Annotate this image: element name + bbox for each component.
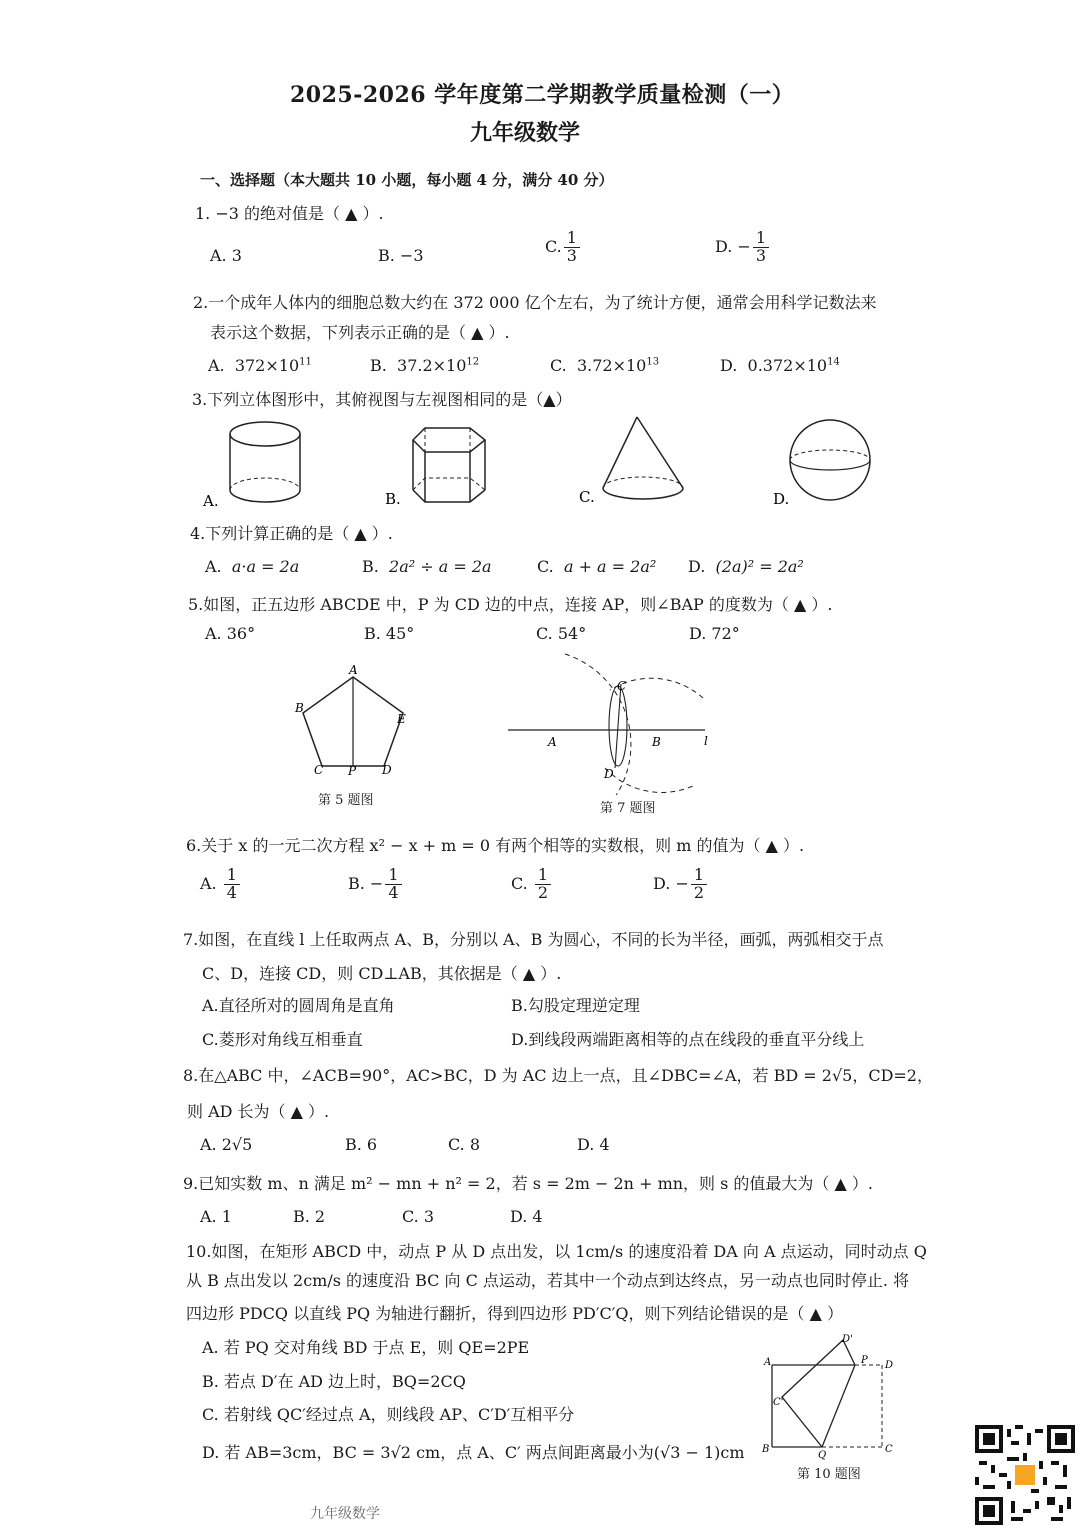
q1-d-num: 1 bbox=[753, 230, 769, 248]
q6-d-label: D. − bbox=[653, 873, 689, 893]
q1-c-label: C. bbox=[545, 236, 562, 256]
fig10-label-dprime: D' bbox=[842, 1334, 853, 1345]
q1-option-d bbox=[715, 230, 771, 265]
q2-c-exp: 13 bbox=[646, 356, 660, 368]
q3-label-d: D. bbox=[773, 490, 790, 508]
q4-c-label: C. bbox=[537, 557, 554, 576]
figure-7-construction bbox=[505, 650, 725, 795]
fig5-label-d: D bbox=[382, 763, 392, 777]
fig10-label-p: P bbox=[861, 1355, 868, 1366]
q1-option-a: A. 3 bbox=[210, 246, 242, 265]
fig5-label-a: A bbox=[349, 663, 358, 677]
q6-b-label: B. − bbox=[348, 873, 384, 893]
fig5-label-c: C bbox=[314, 763, 324, 777]
q2-option-b bbox=[370, 356, 479, 375]
q4-option-c bbox=[537, 557, 656, 576]
figure-10-rectangle bbox=[760, 1330, 900, 1460]
hexagonal-prism-figure bbox=[413, 428, 485, 502]
q6-a-den: 4 bbox=[226, 882, 237, 902]
q3-label-b: B. bbox=[385, 490, 401, 508]
q6-c-fraction bbox=[535, 867, 551, 902]
q9-stem: 9.已知实数 m、n 满足 m² − mn + n² = 2，若 s = 2m − 2n + mn，则 s 的值最大为（ ▲ ）. bbox=[183, 1174, 873, 1193]
q6-b-fraction bbox=[385, 867, 401, 902]
fig5-label-p: P bbox=[348, 764, 357, 778]
q6-a-num: 1 bbox=[224, 867, 240, 885]
fig5-label-b: B bbox=[295, 701, 304, 715]
q2-a-val: 372×10 bbox=[234, 356, 300, 375]
q7-stem-line2: C、D，连接 CD，则 CD⊥AB，其依据是（ ▲ ）. bbox=[202, 964, 562, 983]
q6-c-num: 1 bbox=[535, 867, 551, 885]
q4-a-expr: a·a = 2a bbox=[231, 557, 300, 576]
fig7-label-a: A bbox=[548, 735, 557, 749]
q6-d-den: 2 bbox=[693, 882, 705, 902]
q8-option-c: C. 8 bbox=[448, 1135, 481, 1154]
fig10-label-b: B bbox=[762, 1444, 770, 1455]
q1-option-c bbox=[545, 230, 582, 265]
q1-d-fraction bbox=[753, 230, 769, 265]
q2-option-d bbox=[720, 356, 840, 375]
q10-stem-line2: 从 B 点出发以 2cm/s 的速度沿 BC 向 C 点运动，若其中一个动点到达终点，另一动点也同时停止. 将 bbox=[186, 1271, 910, 1290]
q4-option-d bbox=[688, 557, 804, 576]
fig10-label-cprime: C' bbox=[773, 1397, 784, 1408]
fig10-label-d: D bbox=[885, 1360, 894, 1371]
q10-stem-line3: 四边形 PDCQ 以直线 PQ 为轴进行翻折，得到四边形 PD′C′Q，则下列结论错误的是（ ▲ ） bbox=[186, 1304, 843, 1323]
q8-option-b: B. 6 bbox=[345, 1135, 378, 1154]
q6-b-num: 1 bbox=[385, 867, 401, 885]
q4-option-a bbox=[205, 557, 299, 576]
q10-option-a: A. 若 PQ 交对角线 BD 于点 E，则 QE=2PE bbox=[202, 1338, 530, 1357]
q8-stem-line2: 则 AD 长为（ ▲ ）. bbox=[187, 1102, 330, 1121]
q2-d-val: 0.372×10 bbox=[747, 356, 828, 375]
page-footer: 九年级数学 bbox=[310, 1506, 380, 1522]
q2-a-label: A. bbox=[208, 356, 225, 375]
q9-option-d: D. 4 bbox=[510, 1207, 543, 1226]
q6-a-fraction bbox=[224, 867, 240, 902]
q2-b-label: B. bbox=[370, 356, 387, 375]
q5-option-a: A. 36° bbox=[205, 624, 256, 643]
q6-d-num: 1 bbox=[691, 867, 707, 885]
q5-option-c: C. 54° bbox=[536, 624, 587, 643]
q2-option-a bbox=[208, 356, 312, 375]
q5-stem: 5.如图，正五边形 ABCDE 中，P 为 CD 边的中点，连接 AP，则∠BAP 的度数为（ ▲ ）. bbox=[188, 595, 833, 614]
q7-option-c: C.菱形对角线互相垂直 bbox=[202, 1030, 363, 1049]
q7-option-d: D.到线段两端距离相等的点在线段的垂直平分线上 bbox=[511, 1030, 865, 1049]
q5-option-d: D. 72° bbox=[689, 624, 740, 643]
q9-option-b: B. 2 bbox=[293, 1207, 326, 1226]
q9-option-c: C. 3 bbox=[402, 1207, 435, 1226]
q4-b-expr: 2a² ÷ a = 2a bbox=[389, 557, 492, 576]
cylinder-figure bbox=[230, 422, 300, 502]
q4-option-b bbox=[362, 557, 492, 576]
q10-option-c: C. 若射线 QC′经过点 A，则线段 AP、C′D′互相平分 bbox=[202, 1405, 575, 1424]
q3-label-a: A. bbox=[203, 492, 219, 510]
figure-7-caption: 第 7 题图 bbox=[600, 801, 656, 816]
q10-stem-line1: 10.如图，在矩形 ABCD 中，动点 P 从 D 点出发，以 1cm/s 的速度沿着 DA 向 A 点运动，同时动点 Q bbox=[186, 1242, 927, 1261]
q8-option-d: D. 4 bbox=[577, 1135, 610, 1154]
q1-c-fraction bbox=[564, 230, 580, 265]
q6-a-label: A. bbox=[200, 873, 217, 893]
q2-b-val: 37.2×10 bbox=[397, 356, 467, 375]
q10-option-d: D. 若 AB=3cm，BC = 3√2 cm，点 A、C′ 两点间距离最小为(√3 − 1)cm bbox=[202, 1443, 745, 1462]
page-subtitle: 九年级数学 bbox=[470, 120, 581, 146]
page-title: 2025-2026 学年度第二学期教学质量检测（一） bbox=[290, 82, 795, 108]
q1-stem: 1. −3 的绝对值是（ ▲ ）. bbox=[195, 204, 384, 223]
q6-option-d bbox=[653, 867, 709, 902]
q6-stem: 6.关于 x 的一元二次方程 x² − x + m = 0 有两个相等的实数根，则 m 的值为（ ▲ ）. bbox=[186, 836, 805, 855]
fig7-label-b: B bbox=[652, 735, 661, 749]
q3-stem: 3.下列立体图形中，其俯视图与左视图相同的是（▲） bbox=[192, 390, 572, 409]
q2-d-exp: 14 bbox=[827, 356, 840, 368]
fig10-label-c: C bbox=[885, 1444, 893, 1455]
section-heading: 一、选择题（本大题共 10 小题，每小题 4 分，满分 40 分） bbox=[200, 171, 614, 189]
fig7-label-c: C bbox=[617, 679, 627, 693]
q6-c-label: C. bbox=[511, 873, 528, 893]
arc-from-a bbox=[565, 654, 631, 795]
figure-10-caption: 第 10 题图 bbox=[797, 1467, 861, 1482]
q2-a-exp: 11 bbox=[299, 356, 312, 368]
q9-option-a: A. 1 bbox=[200, 1207, 232, 1226]
q3-label-c: C. bbox=[579, 488, 595, 506]
q10-option-b: B. 若点 D′在 AD 边上时，BQ=2CQ bbox=[202, 1372, 466, 1391]
q2-c-val: 3.72×10 bbox=[576, 356, 647, 375]
q8-stem-line1: 8.在△ABC 中，∠ACB=90°，AC>BC，D 为 AC 边上一点，且∠DBC=∠A，若 BD = 2√5，CD=2， bbox=[183, 1066, 933, 1085]
cone-figure bbox=[603, 417, 683, 499]
q1-d-den: 3 bbox=[755, 245, 767, 265]
q3-figures bbox=[195, 412, 895, 512]
q4-a-label: A. bbox=[205, 557, 222, 576]
fig5-label-e: E bbox=[397, 712, 406, 726]
q6-c-den: 2 bbox=[537, 882, 549, 902]
q7-stem-line1: 7.如图，在直线 l 上任取两点 A、B，分别以 A、B 为圆心，不同的长为半径，画弧，两弧相交于点 bbox=[183, 930, 884, 949]
fold-line-pq bbox=[822, 1365, 855, 1447]
q1-c-den: 3 bbox=[566, 245, 577, 265]
q7-option-b: B.勾股定理逆定理 bbox=[511, 996, 640, 1015]
q1-d-label: D. − bbox=[715, 236, 751, 256]
q2-option-c bbox=[550, 356, 659, 375]
q8-option-a: A. 2√5 bbox=[200, 1135, 253, 1154]
q6-option-a bbox=[200, 867, 242, 902]
q6-d-fraction bbox=[691, 867, 707, 902]
sphere-figure bbox=[790, 420, 870, 500]
q2-stem-line1: 2.一个成年人体内的细胞总数大约在 372 000 亿个左右，为了统计方便，通常会用科学记数法来 bbox=[193, 293, 877, 312]
q1-c-num: 1 bbox=[564, 230, 580, 248]
segment-cd bbox=[615, 684, 621, 768]
q6-option-b bbox=[348, 867, 404, 902]
q2-b-exp: 12 bbox=[466, 356, 480, 368]
figure-5-caption: 第 5 题图 bbox=[318, 793, 374, 808]
q2-stem-line2: 表示这个数据，下列表示正确的是（ ▲ ）. bbox=[210, 323, 510, 342]
q2-c-label: C. bbox=[550, 356, 567, 375]
q6-option-c bbox=[511, 867, 553, 902]
fig10-label-q: Q bbox=[818, 1450, 827, 1460]
q4-b-label: B. bbox=[362, 557, 379, 576]
q4-stem: 4.下列计算正确的是（ ▲ ）. bbox=[190, 524, 393, 543]
q4-d-expr: (2a)² = 2a² bbox=[715, 557, 804, 576]
q1-option-b: B. −3 bbox=[378, 246, 424, 265]
fig7-label-d: D bbox=[604, 767, 614, 781]
q4-c-expr: a + a = 2a² bbox=[563, 557, 657, 576]
q2-d-label: D. bbox=[720, 356, 738, 375]
fig10-label-a: A bbox=[764, 1357, 772, 1368]
q7-option-a: A.直径所对的圆周角是直角 bbox=[202, 996, 395, 1015]
fig7-label-l: l bbox=[704, 734, 708, 748]
q4-d-label: D. bbox=[688, 557, 706, 576]
q5-option-b: B. 45° bbox=[364, 624, 415, 643]
qr-code-icon bbox=[975, 1425, 1075, 1525]
q6-b-den: 4 bbox=[388, 882, 399, 902]
